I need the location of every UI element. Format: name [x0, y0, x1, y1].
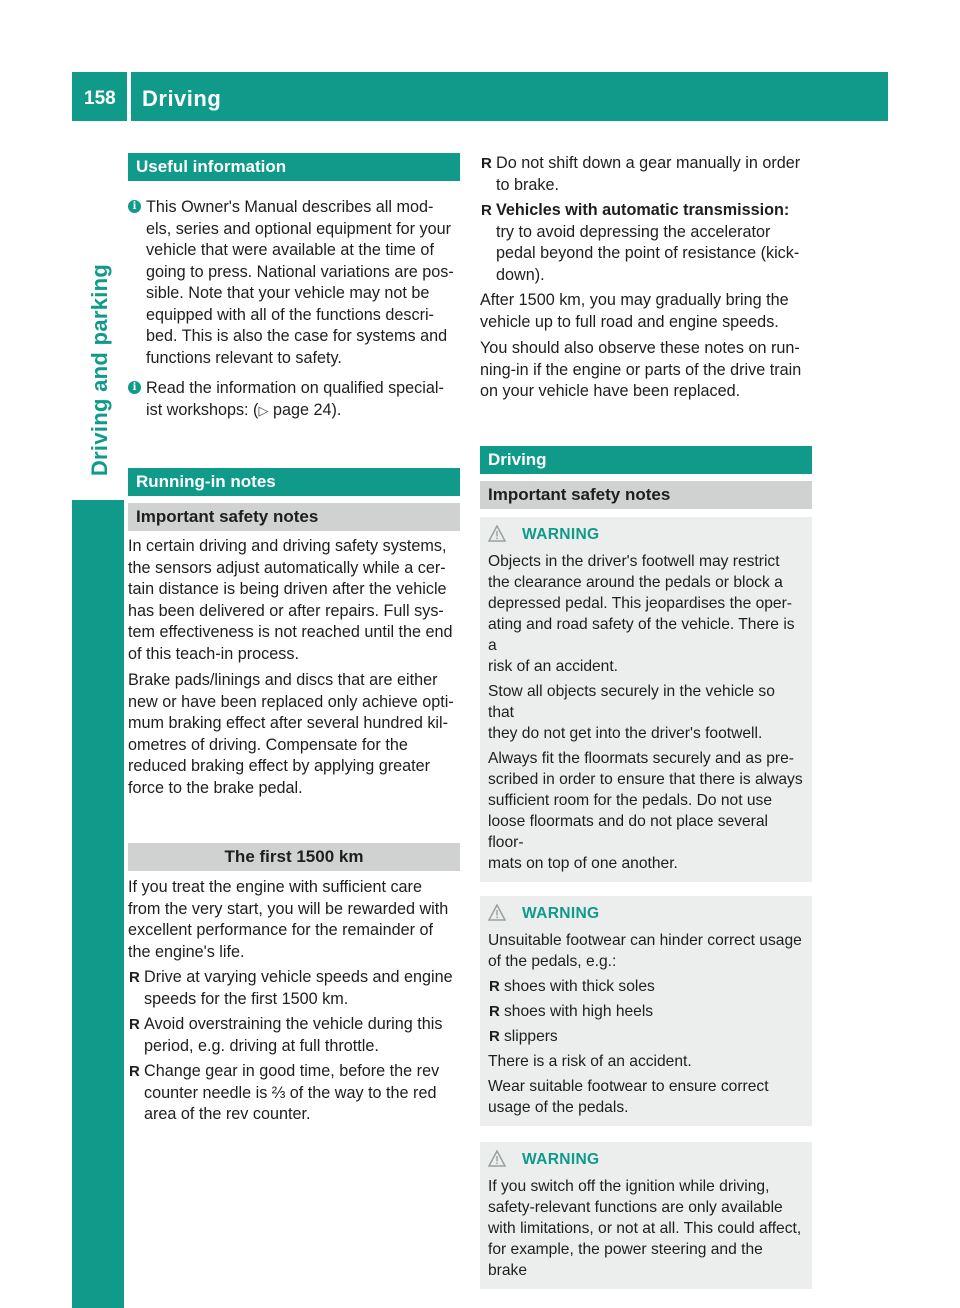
- note-line: equipped with all of the functions descri-: [146, 305, 434, 324]
- note-line: vehicle that were available at the time of: [146, 241, 434, 259]
- safety-notes-subheading: Important safety notes: [480, 481, 812, 509]
- note-line: bed. This is also the case for systems and: [146, 327, 448, 345]
- useful-info-heading: Useful information: [128, 153, 460, 181]
- warning-triangle-icon: [488, 525, 506, 542]
- note-line: sible. Note that your vehicle may not be: [146, 284, 430, 302]
- list-item: R shoes with thick soles: [489, 977, 655, 995]
- bullet-icon: R: [129, 1016, 140, 1033]
- side-tab-label: Driving and parking: [87, 263, 112, 477]
- paragraph: After 1500 km, you may gradually bring the vehicle up to full road and engine speeds.: [480, 291, 789, 331]
- page-ref-arrow-icon: ▷: [258, 402, 269, 418]
- paragraph: In certain driving and driving safety systems, the sensors adjust automatically while a cer- tain distance is being driven after the vehicle has been delivered or after repairs. Full sys- tem effectiveness is not reached until the end of this teach-in process.: [128, 537, 453, 663]
- warning-label: WARNING: [522, 904, 600, 922]
- bullet-icon: R: [481, 155, 492, 172]
- info-icon: i: [128, 200, 141, 213]
- side-tab-block: [72, 500, 124, 1308]
- note-line: Read the information on qualified special-: [146, 379, 444, 397]
- info-icon: i: [128, 381, 141, 394]
- note-line: This Owner's Manual describes all mod-: [146, 198, 434, 216]
- page-header: [72, 72, 888, 121]
- list-item: R slippers: [489, 1027, 558, 1045]
- bullet-icon: R: [129, 969, 140, 986]
- note-line: going to press. National variations are pos-: [146, 262, 454, 281]
- paragraph: You should also observe these notes on run- ning-in if the engine or parts of the drive train on your vehicle have been replaced.: [480, 339, 802, 400]
- warning-box: WARNING If you switch off the ignition while driving, safety-relevant functions are only available with limitations, or not at all. This could affect, for example, the power steering and the brake: [480, 1142, 812, 1289]
- running-in-heading: Running-in notes: [128, 468, 460, 496]
- bullet-icon: R: [129, 1063, 140, 1080]
- note-line: functions relevant to safety.: [146, 348, 342, 367]
- page-reference-link[interactable]: page 24).: [268, 400, 342, 419]
- list-item: R Vehicles with automatic transmission: try to avoid depressing the accelerator pedal beyond the point of resistance (kick- down).: [481, 201, 800, 284]
- list-item: R Change gear in good time, before the rev counter needle is ⅔ of the way to the red area of the rev counter.: [129, 1062, 440, 1123]
- bullet-icon: R: [489, 1027, 500, 1045]
- note-line: ist workshops: (▷ page 24).: [146, 400, 342, 419]
- chapter-title: Driving: [142, 86, 222, 111]
- note-line: els, series and optional equipment for your: [146, 219, 452, 238]
- list-item: R Avoid overstraining the vehicle during this period, e.g. driving at full throttle.: [129, 1015, 443, 1055]
- bullet-icon: R: [489, 977, 500, 995]
- right-column: [480, 153, 812, 1289]
- warning-triangle-icon: [488, 1150, 506, 1167]
- paragraph: If you treat the engine with sufficient care from the very start, you will be rewarded with excellent performance for the remainder of the engine's life.: [128, 878, 449, 961]
- safety-notes-subheading: Important safety notes: [128, 503, 460, 531]
- info-note: [128, 197, 460, 369]
- list-item: R Do not shift down a gear manually in order to brake.: [481, 154, 801, 194]
- left-column: [128, 153, 460, 1126]
- driving-heading: Driving: [480, 446, 812, 474]
- paragraph: Brake pads/linings and discs that are either new or have been replaced only achieve opti- mum braking effect after several hundred kil- ometres of driving. Compensate for the reduced braking effect by applying greater force to the brake pedal.: [128, 671, 454, 797]
- warning-box: WARNING Unsuitable footwear can hinder correct usage of the pedals, e.g.: R shoes with thick soles R shoes with high heels R slippers There is a risk of an accident. Wear suitable footwear to ensure correct usage of the pedals.: [480, 896, 812, 1126]
- info-note: [128, 378, 460, 421]
- first-km-heading: The first 1500 km: [128, 843, 460, 871]
- warning-triangle-icon: [488, 904, 506, 921]
- warning-label: WARNING: [522, 1150, 600, 1168]
- list-item: R shoes with high heels: [489, 1002, 654, 1020]
- page-number: 158: [84, 88, 116, 109]
- warning-label: WARNING: [522, 525, 600, 543]
- header-divider: [127, 72, 131, 121]
- bullet-icon: R: [489, 1002, 500, 1020]
- bullet-icon: R: [481, 202, 492, 219]
- warning-box: WARNING Objects in the driver's footwell may restrict the clearance around the pedals or block a depressed pedal. This jeopardises the oper- ating and road safety of the vehicle. There is a risk of an accident. Stow all objects securely in the vehicle so that they do not get into the driver's footwell. Always fit the floormats securely and as pre- scribed in order to ensure that there is always sufficient room for the pedals. Do not use loose floormats and do not place several floor- mats on top of one another.: [480, 517, 812, 882]
- list-item: R Drive at varying vehicle speeds and engine speeds for the first 1500 km.: [129, 968, 453, 1008]
